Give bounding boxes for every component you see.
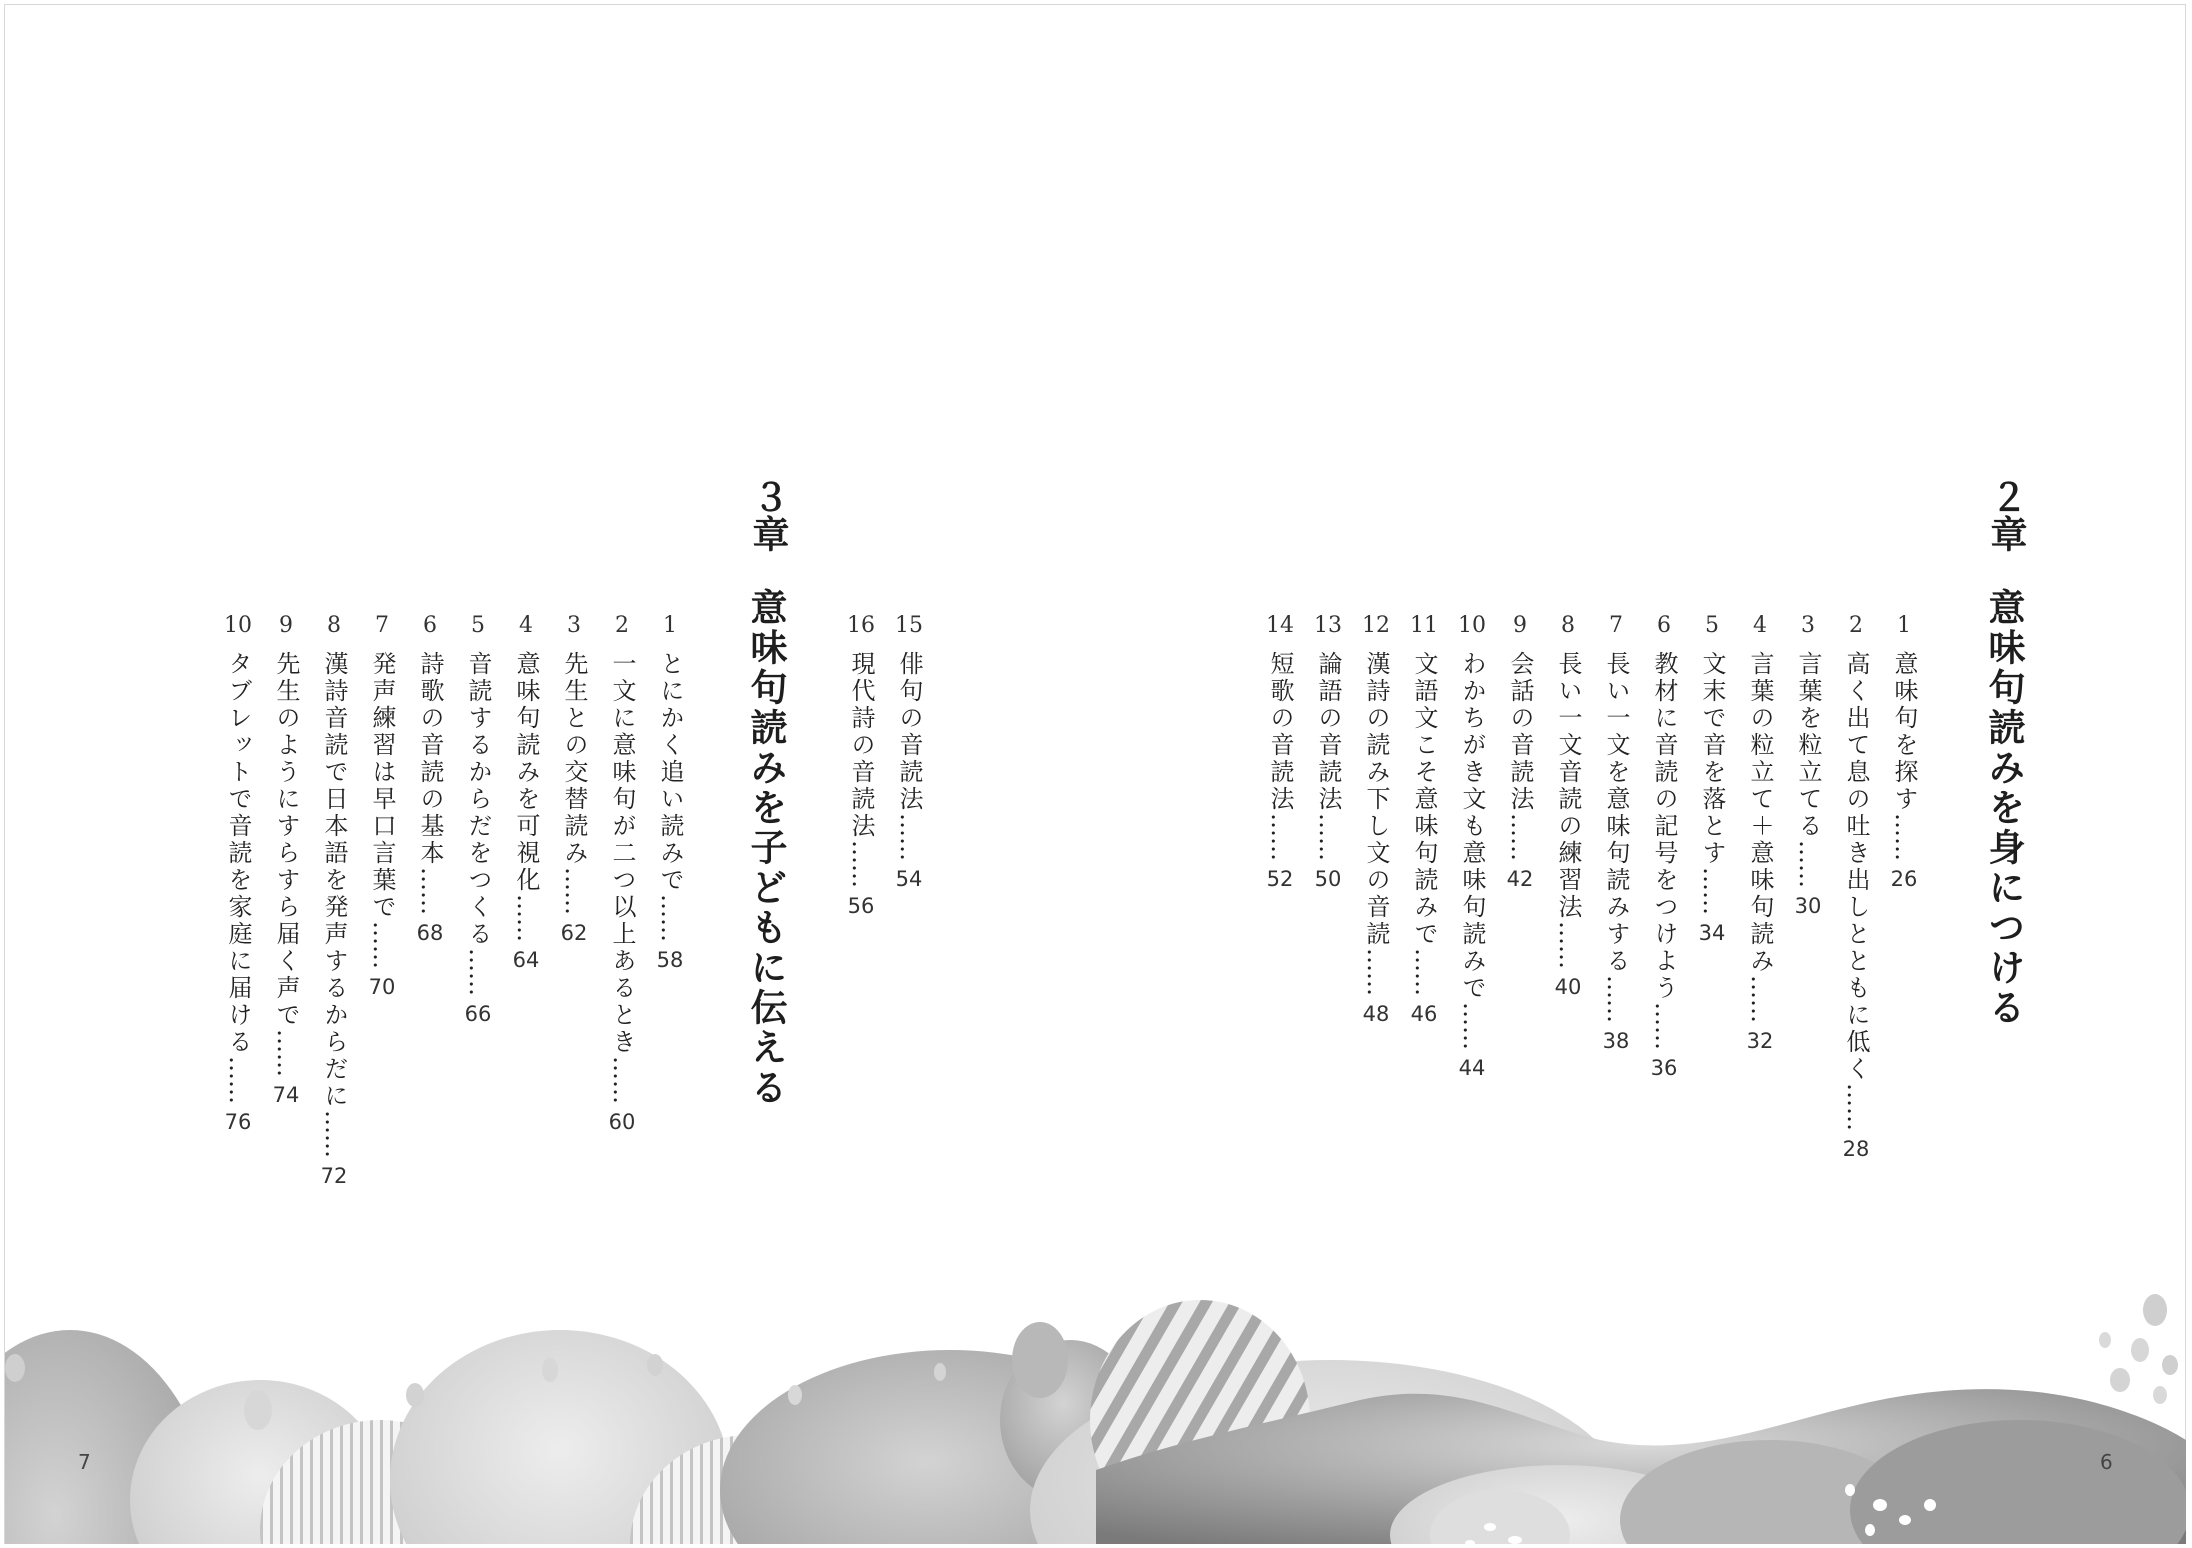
entry-page: 66: [464, 1002, 492, 1026]
leader-dots: ……: [416, 867, 444, 915]
entry-title: 一文に意味句が二つ以上あるとき……: [608, 651, 636, 1104]
entry-page: 42: [1506, 867, 1534, 891]
leader-dots: ……: [1362, 948, 1390, 996]
entry-page: 52: [1266, 867, 1294, 891]
leader-dots: ……: [224, 1056, 252, 1104]
entry-page: 56: [847, 894, 875, 918]
entry-number: 1: [1897, 613, 1911, 638]
leader-dots: ……: [1746, 975, 1774, 1023]
toc-entry[interactable]: [1836, 615, 1876, 1161]
toc-entry[interactable]: [1740, 615, 1780, 1053]
entry-number: 9: [1513, 613, 1527, 638]
chapter-3-title: 意味句読みを子どもに伝える: [744, 588, 787, 1108]
leader-dots: ……: [368, 921, 396, 969]
entry-title: 長い一文音読の練習法……: [1554, 651, 1582, 969]
entry-page: 68: [416, 921, 444, 945]
entry-title: 先生との交替読み……: [560, 651, 588, 915]
toc-entry[interactable]: [1500, 615, 1540, 891]
leader-dots: ……: [272, 1029, 300, 1077]
toc-entry[interactable]: [1356, 615, 1396, 1026]
leader-dots: ……: [560, 867, 588, 915]
entry-number: 1: [663, 613, 677, 638]
entry-title: 文末で音を落とす……: [1698, 651, 1726, 915]
toc-entry[interactable]: [266, 615, 306, 1107]
entry-page: 44: [1458, 1056, 1486, 1080]
leader-dots: ……: [1842, 1083, 1870, 1131]
entry-title: 文語文こそ意味句読みで……: [1410, 651, 1438, 996]
entry-number: 16: [847, 613, 875, 638]
leader-dots: ……: [895, 813, 923, 861]
chapter-2-number: ２章: [1984, 478, 2027, 552]
toc-entry[interactable]: [506, 615, 546, 972]
leader-dots: ……: [512, 894, 540, 942]
entry-page: 30: [1794, 894, 1822, 918]
entry-number: 10: [224, 613, 252, 638]
entry-number: 8: [1561, 613, 1575, 638]
entry-title: 現代詩の音読法……: [847, 651, 875, 888]
entry-title: 意味句読みを可視化……: [512, 651, 540, 942]
entry-title: わかちがき文も意味句読みで……: [1458, 651, 1486, 1050]
entry-number: 10: [1458, 613, 1486, 638]
entry-page: 64: [512, 948, 540, 972]
entry-title: 会話の音読法……: [1506, 651, 1534, 861]
entry-title: 意味句を探す……: [1890, 651, 1918, 861]
toc-entry[interactable]: [458, 615, 498, 1026]
toc-entry[interactable]: [554, 615, 594, 945]
toc-entry[interactable]: [1788, 615, 1828, 918]
entry-number: 5: [471, 613, 485, 638]
entry-page: 54: [895, 867, 923, 891]
entry-title: 言葉を粒立てる……: [1794, 651, 1822, 888]
toc-entry[interactable]: [314, 615, 354, 1188]
entry-number: 13: [1314, 613, 1342, 638]
entry-number: 5: [1705, 613, 1719, 638]
leader-dots: ……: [1314, 813, 1342, 861]
entry-number: 4: [1753, 613, 1767, 638]
entry-page: 76: [224, 1110, 252, 1134]
toc-entry[interactable]: [1692, 615, 1732, 945]
leader-dots: ……: [1794, 840, 1822, 888]
entry-number: 6: [423, 613, 437, 638]
entry-title: 言葉の粒立て＋意味句読み……: [1746, 651, 1774, 1023]
toc-entry[interactable]: [650, 615, 690, 972]
entry-number: 6: [1657, 613, 1671, 638]
entry-page: 62: [560, 921, 588, 945]
leader-dots: ……: [1458, 1002, 1486, 1050]
entry-number: 7: [375, 613, 389, 638]
entry-number: 12: [1362, 613, 1390, 638]
entry-number: 9: [279, 613, 293, 638]
toc-entry[interactable]: [1308, 615, 1348, 891]
leader-dots: ……: [1266, 813, 1294, 861]
chapter-2-title: 意味句読みを身につける: [1982, 588, 2025, 1028]
entry-page: 58: [656, 948, 684, 972]
leader-dots: ……: [464, 948, 492, 996]
entry-title: 先生のようにすらすら届く声で……: [272, 651, 300, 1077]
entry-page: 28: [1842, 1137, 1870, 1161]
leader-dots: ……: [608, 1056, 636, 1104]
entry-page: 38: [1602, 1029, 1630, 1053]
leader-dots: ……: [1602, 975, 1630, 1023]
entry-number: 7: [1609, 613, 1623, 638]
toc-entry[interactable]: [1596, 615, 1636, 1053]
entry-title: 音読するからだをつくる……: [464, 651, 492, 996]
entry-number: 3: [567, 613, 581, 638]
entry-page: 40: [1554, 975, 1582, 999]
leader-dots: ……: [1890, 813, 1918, 861]
toc-entry[interactable]: [602, 615, 642, 1134]
folio-right: 6: [2100, 1450, 2113, 1474]
entry-page: 36: [1650, 1056, 1678, 1080]
entry-page: 34: [1698, 921, 1726, 945]
toc-entry[interactable]: [1260, 615, 1300, 891]
entry-title: 俳句の音読法……: [895, 651, 923, 861]
toc-entry[interactable]: [1644, 615, 1684, 1080]
toc-entry[interactable]: [1452, 615, 1492, 1080]
entry-title: タブレットで音読を家庭に届ける……: [224, 651, 252, 1104]
entry-number: 4: [519, 613, 533, 638]
chapter-3-number: ３章: [746, 478, 789, 552]
entry-page: 48: [1362, 1002, 1390, 1026]
entry-title: 詩歌の音読の基本……: [416, 651, 444, 915]
entry-page: 60: [608, 1110, 636, 1134]
entry-title: 論語の音読法……: [1314, 651, 1342, 861]
toc-entry[interactable]: [1548, 615, 1588, 999]
entry-number: 2: [615, 613, 629, 638]
entry-page: 74: [272, 1083, 300, 1107]
entry-number: 15: [895, 613, 923, 638]
entry-title: とにかく追い読みで……: [656, 651, 684, 942]
toc-entry[interactable]: [889, 615, 929, 891]
entry-page: 46: [1410, 1002, 1438, 1026]
entry-page: 70: [368, 975, 396, 999]
entry-title: 短歌の音読法……: [1266, 651, 1294, 861]
entry-title: 教材に音読の記号をつけよう……: [1650, 651, 1678, 1050]
entry-page: 72: [320, 1164, 348, 1188]
toc-entry[interactable]: [410, 615, 450, 945]
leader-dots: ……: [656, 894, 684, 942]
toc-entry[interactable]: [1404, 615, 1444, 1026]
leader-dots: ……: [1650, 1002, 1678, 1050]
entry-title: 漢詩音読で日本語を発声するからだに……: [320, 651, 348, 1158]
entry-page: 50: [1314, 867, 1342, 891]
entry-title: 高く出て息の吐き出しとともに低く……: [1842, 651, 1870, 1131]
toc-entry[interactable]: [1884, 615, 1924, 891]
leader-dots: ……: [320, 1110, 348, 1158]
leader-dots: ……: [1554, 921, 1582, 969]
entry-number: 14: [1266, 613, 1294, 638]
toc-entry[interactable]: [841, 615, 881, 918]
entry-number: 3: [1801, 613, 1815, 638]
leader-dots: ……: [847, 840, 875, 888]
entry-number: 11: [1410, 613, 1438, 638]
entry-title: 長い一文を意味句読みする……: [1602, 651, 1630, 1023]
entry-title: 漢詩の読み下し文の音読……: [1362, 651, 1390, 996]
toc-entry[interactable]: [218, 615, 258, 1134]
toc-entry[interactable]: [362, 615, 402, 999]
entry-number: 8: [327, 613, 341, 638]
entry-page: 26: [1890, 867, 1918, 891]
entry-title: 発声練習は早口言葉で……: [368, 651, 396, 969]
leader-dots: ……: [1506, 813, 1534, 861]
folio-left: 7: [78, 1450, 91, 1474]
leader-dots: ……: [1410, 948, 1438, 996]
leader-dots: ……: [1698, 867, 1726, 915]
entry-page: 32: [1746, 1029, 1774, 1053]
entry-number: 2: [1849, 613, 1863, 638]
